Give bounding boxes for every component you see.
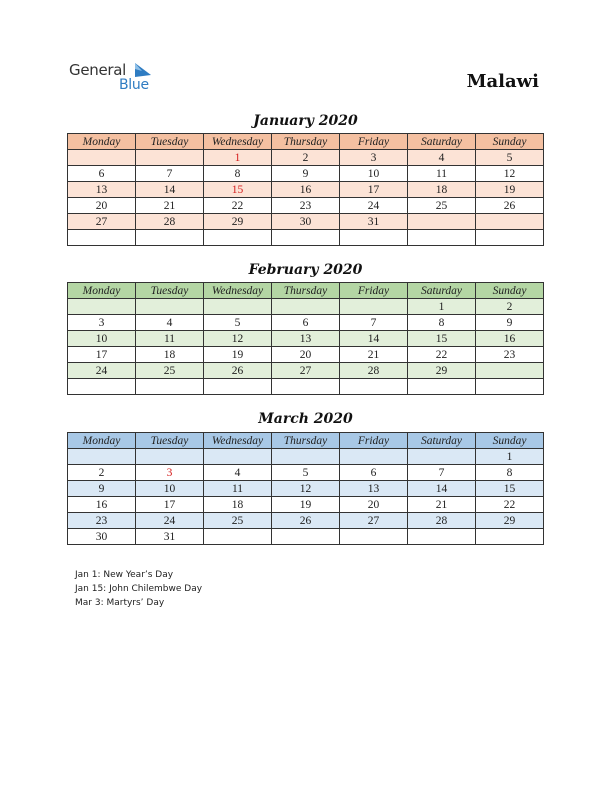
day-cell: [272, 299, 340, 315]
day-cell: [272, 379, 340, 395]
day-cell: 7: [408, 465, 476, 481]
day-cell: 7: [340, 315, 408, 331]
logo-word-general: General: [69, 61, 127, 79]
day-cell: [476, 230, 544, 246]
country-title: Malawi: [466, 71, 539, 92]
day-cell: 3: [68, 315, 136, 331]
day-cell: 6: [272, 315, 340, 331]
day-cell: [68, 230, 136, 246]
logo: [69, 61, 159, 95]
day-cell: 26: [204, 363, 272, 379]
weekday-header: Tuesday: [136, 134, 204, 150]
day-cell: [476, 379, 544, 395]
calendar-january: [67, 133, 544, 246]
flag-icon: [133, 63, 151, 77]
day-cell: 15: [408, 331, 476, 347]
day-cell: [272, 449, 340, 465]
day-cell: 13: [272, 331, 340, 347]
day-cell: [136, 299, 204, 315]
day-cell: 30: [272, 214, 340, 230]
day-cell: 29: [204, 214, 272, 230]
day-cell: 16: [476, 331, 544, 347]
logo-word-blue: Blue: [119, 77, 149, 93]
week-row: [68, 166, 544, 182]
day-cell: 5: [476, 150, 544, 166]
week-row: [68, 379, 544, 395]
week-row: [68, 331, 544, 347]
day-cell: 23: [68, 513, 136, 529]
day-cell: 28: [136, 214, 204, 230]
day-cell: 23: [272, 198, 340, 214]
month-title-january: January 2020: [253, 113, 358, 129]
day-cell: 27: [68, 214, 136, 230]
day-cell: 4: [136, 315, 204, 331]
day-cell: [408, 529, 476, 545]
weekday-header: Tuesday: [136, 433, 204, 449]
day-cell: 3: [340, 150, 408, 166]
day-cell: [408, 379, 476, 395]
day-cell: 21: [408, 497, 476, 513]
weekday-header: Friday: [340, 134, 408, 150]
day-cell: [476, 363, 544, 379]
week-row: [68, 230, 544, 246]
week-row: [68, 347, 544, 363]
day-cell: 16: [272, 182, 340, 198]
day-cell: 11: [408, 166, 476, 182]
day-cell: 1: [204, 150, 272, 166]
week-row: [68, 513, 544, 529]
day-cell: [408, 230, 476, 246]
day-cell: 6: [68, 166, 136, 182]
week-row: [68, 529, 544, 545]
day-cell: 10: [340, 166, 408, 182]
day-cell: 1: [476, 449, 544, 465]
day-cell: 19: [476, 182, 544, 198]
day-cell: 29: [476, 513, 544, 529]
day-cell: 15: [204, 182, 272, 198]
weekday-header: Saturday: [408, 433, 476, 449]
day-cell: 10: [68, 331, 136, 347]
day-cell: 12: [476, 166, 544, 182]
weekday-header-row: [68, 433, 544, 449]
holiday-note: Jan 1: New Year’s Day: [75, 570, 174, 580]
week-row: [68, 449, 544, 465]
day-cell: 19: [272, 497, 340, 513]
day-cell: 28: [408, 513, 476, 529]
weekday-header: Monday: [68, 134, 136, 150]
day-cell: 22: [408, 347, 476, 363]
day-cell: [340, 230, 408, 246]
day-cell: 19: [204, 347, 272, 363]
day-cell: [68, 449, 136, 465]
holiday-note: Mar 3: Martyrs’ Day: [75, 598, 165, 608]
day-cell: 24: [136, 513, 204, 529]
day-cell: 7: [136, 166, 204, 182]
weekday-header: Wednesday: [204, 433, 272, 449]
day-cell: 6: [340, 465, 408, 481]
day-cell: 12: [272, 481, 340, 497]
day-cell: 20: [340, 497, 408, 513]
day-cell: [204, 379, 272, 395]
holiday-notes: [75, 568, 202, 610]
day-cell: 14: [340, 331, 408, 347]
day-cell: 9: [68, 481, 136, 497]
day-cell: 3: [136, 465, 204, 481]
day-cell: 30: [68, 529, 136, 545]
weekday-header: Thursday: [272, 134, 340, 150]
day-cell: 11: [136, 331, 204, 347]
day-cell: 21: [340, 347, 408, 363]
day-cell: [136, 379, 204, 395]
calendar-february: [67, 282, 544, 395]
day-cell: 20: [68, 198, 136, 214]
weekday-header: Wednesday: [204, 283, 272, 299]
weekday-header: Sunday: [476, 433, 544, 449]
day-cell: [136, 449, 204, 465]
day-cell: [68, 150, 136, 166]
day-cell: 25: [408, 198, 476, 214]
week-row: [68, 299, 544, 315]
day-cell: 27: [340, 513, 408, 529]
day-cell: 2: [272, 150, 340, 166]
day-cell: 9: [272, 166, 340, 182]
day-cell: 17: [68, 347, 136, 363]
day-cell: 21: [136, 198, 204, 214]
day-cell: 23: [476, 347, 544, 363]
day-cell: [204, 299, 272, 315]
day-cell: 18: [204, 497, 272, 513]
day-cell: 9: [476, 315, 544, 331]
day-cell: [68, 379, 136, 395]
weekday-header-row: [68, 283, 544, 299]
day-cell: 18: [136, 347, 204, 363]
day-cell: 15: [476, 481, 544, 497]
day-cell: [340, 449, 408, 465]
day-cell: 8: [204, 166, 272, 182]
day-cell: 5: [272, 465, 340, 481]
weekday-header: Monday: [68, 433, 136, 449]
day-cell: 17: [340, 182, 408, 198]
month-title-february: February 2020: [248, 262, 363, 278]
day-cell: 14: [408, 481, 476, 497]
week-row: [68, 315, 544, 331]
day-cell: 24: [68, 363, 136, 379]
day-cell: 10: [136, 481, 204, 497]
day-cell: 1: [408, 299, 476, 315]
day-cell: 31: [136, 529, 204, 545]
weekday-header: Sunday: [476, 134, 544, 150]
calendar-march: [67, 432, 544, 545]
day-cell: 4: [204, 465, 272, 481]
day-cell: [340, 379, 408, 395]
day-cell: [340, 299, 408, 315]
weekday-header: Friday: [340, 433, 408, 449]
day-cell: 18: [408, 182, 476, 198]
weekday-header: Saturday: [408, 283, 476, 299]
day-cell: 13: [68, 182, 136, 198]
day-cell: 11: [204, 481, 272, 497]
week-row: [68, 481, 544, 497]
day-cell: 8: [476, 465, 544, 481]
day-cell: 25: [204, 513, 272, 529]
weekday-header: Saturday: [408, 134, 476, 150]
weekday-header: Friday: [340, 283, 408, 299]
day-cell: [204, 529, 272, 545]
day-cell: 16: [68, 497, 136, 513]
weekday-header: Thursday: [272, 283, 340, 299]
day-cell: 29: [408, 363, 476, 379]
day-cell: 24: [340, 198, 408, 214]
day-cell: [136, 150, 204, 166]
weekday-header: Sunday: [476, 283, 544, 299]
day-cell: 2: [476, 299, 544, 315]
weekday-header: Wednesday: [204, 134, 272, 150]
holiday-note: Jan 15: John Chilembwe Day: [75, 584, 203, 594]
weekday-header: Tuesday: [136, 283, 204, 299]
day-cell: 26: [272, 513, 340, 529]
week-row: [68, 198, 544, 214]
week-row: [68, 465, 544, 481]
day-cell: 2: [68, 465, 136, 481]
day-cell: 20: [272, 347, 340, 363]
day-cell: [476, 529, 544, 545]
day-cell: 28: [340, 363, 408, 379]
week-row: [68, 150, 544, 166]
month-title-march: March 2020: [258, 411, 353, 427]
day-cell: [272, 529, 340, 545]
week-row: [68, 182, 544, 198]
day-cell: 22: [204, 198, 272, 214]
day-cell: 17: [136, 497, 204, 513]
day-cell: 8: [408, 315, 476, 331]
day-cell: [408, 449, 476, 465]
week-row: [68, 214, 544, 230]
day-cell: 25: [136, 363, 204, 379]
day-cell: 13: [340, 481, 408, 497]
day-cell: [340, 529, 408, 545]
weekday-header: Monday: [68, 283, 136, 299]
day-cell: [204, 449, 272, 465]
week-row: [68, 497, 544, 513]
day-cell: 27: [272, 363, 340, 379]
day-cell: 14: [136, 182, 204, 198]
weekday-header: Thursday: [272, 433, 340, 449]
day-cell: 22: [476, 497, 544, 513]
day-cell: 26: [476, 198, 544, 214]
day-cell: [408, 214, 476, 230]
day-cell: [136, 230, 204, 246]
day-cell: [68, 299, 136, 315]
day-cell: [272, 230, 340, 246]
day-cell: 4: [408, 150, 476, 166]
day-cell: [204, 230, 272, 246]
day-cell: 5: [204, 315, 272, 331]
day-cell: [476, 214, 544, 230]
day-cell: 12: [204, 331, 272, 347]
day-cell: 31: [340, 214, 408, 230]
weekday-header-row: [68, 134, 544, 150]
week-row: [68, 363, 544, 379]
